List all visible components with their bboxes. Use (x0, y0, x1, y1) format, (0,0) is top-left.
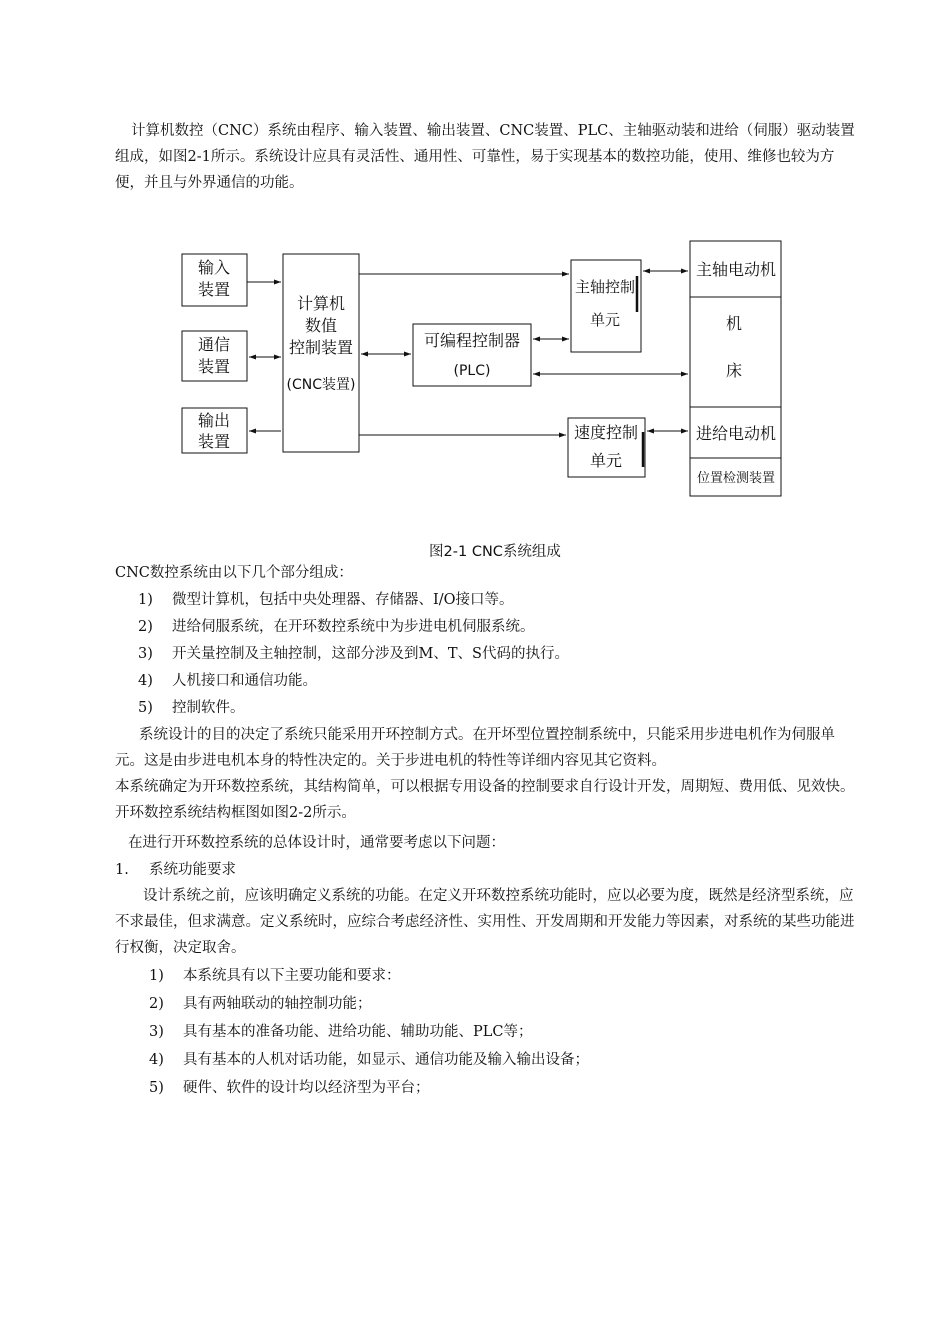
speed-control-label-2: 单元 (589, 451, 623, 470)
intro-paragraph: 计算机数控（CNC）系统由程序、输入装置、输出装置、CNC装置、PLC、主轴驱动装和进给（伺服）驱动装置组成，如图2-1所示。系统设计应具有灵活性、通用性、可靠性，易于实现基本的数控功能，使用、维修也较为方便，并且与外界通信的功能。 (115, 123, 855, 191)
output-device-label: 输出 (197, 411, 231, 430)
input-device-label: 输入 (197, 258, 231, 277)
feed-motor-label: 进给电动机 (695, 424, 777, 443)
input-device-label-2: 装置 (197, 280, 231, 299)
issues-paragraph: 在进行开环数控系统的总体设计时，通常要考虑以下问题： (128, 835, 505, 851)
position-detect-label: 位置检测装置 (696, 471, 776, 486)
spindle-control-box (571, 260, 641, 352)
cnc-label-3: 控制装置 (288, 338, 354, 357)
list-item: 4) 人机接口和通信功能。 (138, 673, 317, 689)
comm-device-label-2: 装置 (197, 357, 231, 376)
list-item: 3) 具有基本的准备功能、进给功能、辅助功能、PLC等； (149, 1024, 533, 1040)
cnc-label-2: 数值 (304, 316, 338, 335)
spindle-control-label-2: 单元 (589, 311, 621, 329)
machine-label: 机 (725, 314, 743, 333)
machine-label-2: 床 (725, 361, 743, 380)
design-paragraph: 系统设计的目的决定了系统只能采用开环控制方式。在开坏型位置控制系统中，只能采用步进电机作为伺服单元。这是由步进电机本身的特性决定的。关于步进电机的特性等详细内容见其它资料。 (115, 727, 835, 769)
components-intro: CNC数控系统由以下几个部分组成： (115, 565, 353, 581)
section-title: 系统功能要求 (149, 862, 236, 878)
spindle-control-label: 主轴控制 (574, 278, 636, 296)
cnc-label-4: (CNC装置) (286, 377, 356, 393)
comm-device-label: 通信 (197, 335, 231, 354)
list-item: 4) 具有基本的人机对话功能，如显示、通信功能及输入输出设备； (149, 1052, 589, 1068)
list-item: 3) 开关量控制及主轴控制，这部分涉及到M、T、S代码的执行。 (138, 646, 569, 662)
speed-control-label: 速度控制 (573, 423, 639, 442)
list-item: 5) 硬件、软件的设计均以经济型为平台； (149, 1080, 430, 1096)
cnc-label: 计算机 (296, 294, 346, 313)
plc-label-2: (PLC) (453, 363, 491, 379)
list-item: 2) 具有两轴联动的轴控制功能； (149, 996, 372, 1012)
cnc-system-diagram (0, 0, 950, 520)
section-heading (115, 860, 236, 880)
output-device-label-2: 装置 (197, 432, 231, 451)
spindle-motor-label: 主轴电动机 (695, 260, 777, 279)
open-loop-paragraph: 本系统确定为开环数控系统，其结构简单，可以根据专用设备的控制要求自行设计开发，周期短、费用低、见效快。开环数控系统结构框图如图2-2所示。 (115, 779, 855, 821)
list-item: 1) 微型计算机，包括中央处理器、存储器、I/O接口等。 (138, 592, 514, 608)
list-item: 5) 控制软件。 (138, 700, 245, 716)
section-number: 1. (115, 862, 129, 878)
list-item: 2) 进给伺服系统，在开环数控系统中为步进电机伺服系统。 (138, 619, 535, 635)
define-paragraph: 设计系统之前，应该明确定义系统的功能。在定义开环数控系统功能时，应以必要为度，既然是经济型系统，应不求最佳，但求满意。定义系统时，应综合考虑经济性、实用性、开发周期和开发能力等因素，对系统的某些功能进行权衡，决定取舍。 (115, 888, 855, 956)
list-item: 1) 本系统具有以下主要功能和要求： (149, 968, 401, 984)
figure-caption: 图2-1 CNC系统组成 (429, 544, 561, 560)
plc-label: 可编程控制器 (423, 331, 521, 350)
